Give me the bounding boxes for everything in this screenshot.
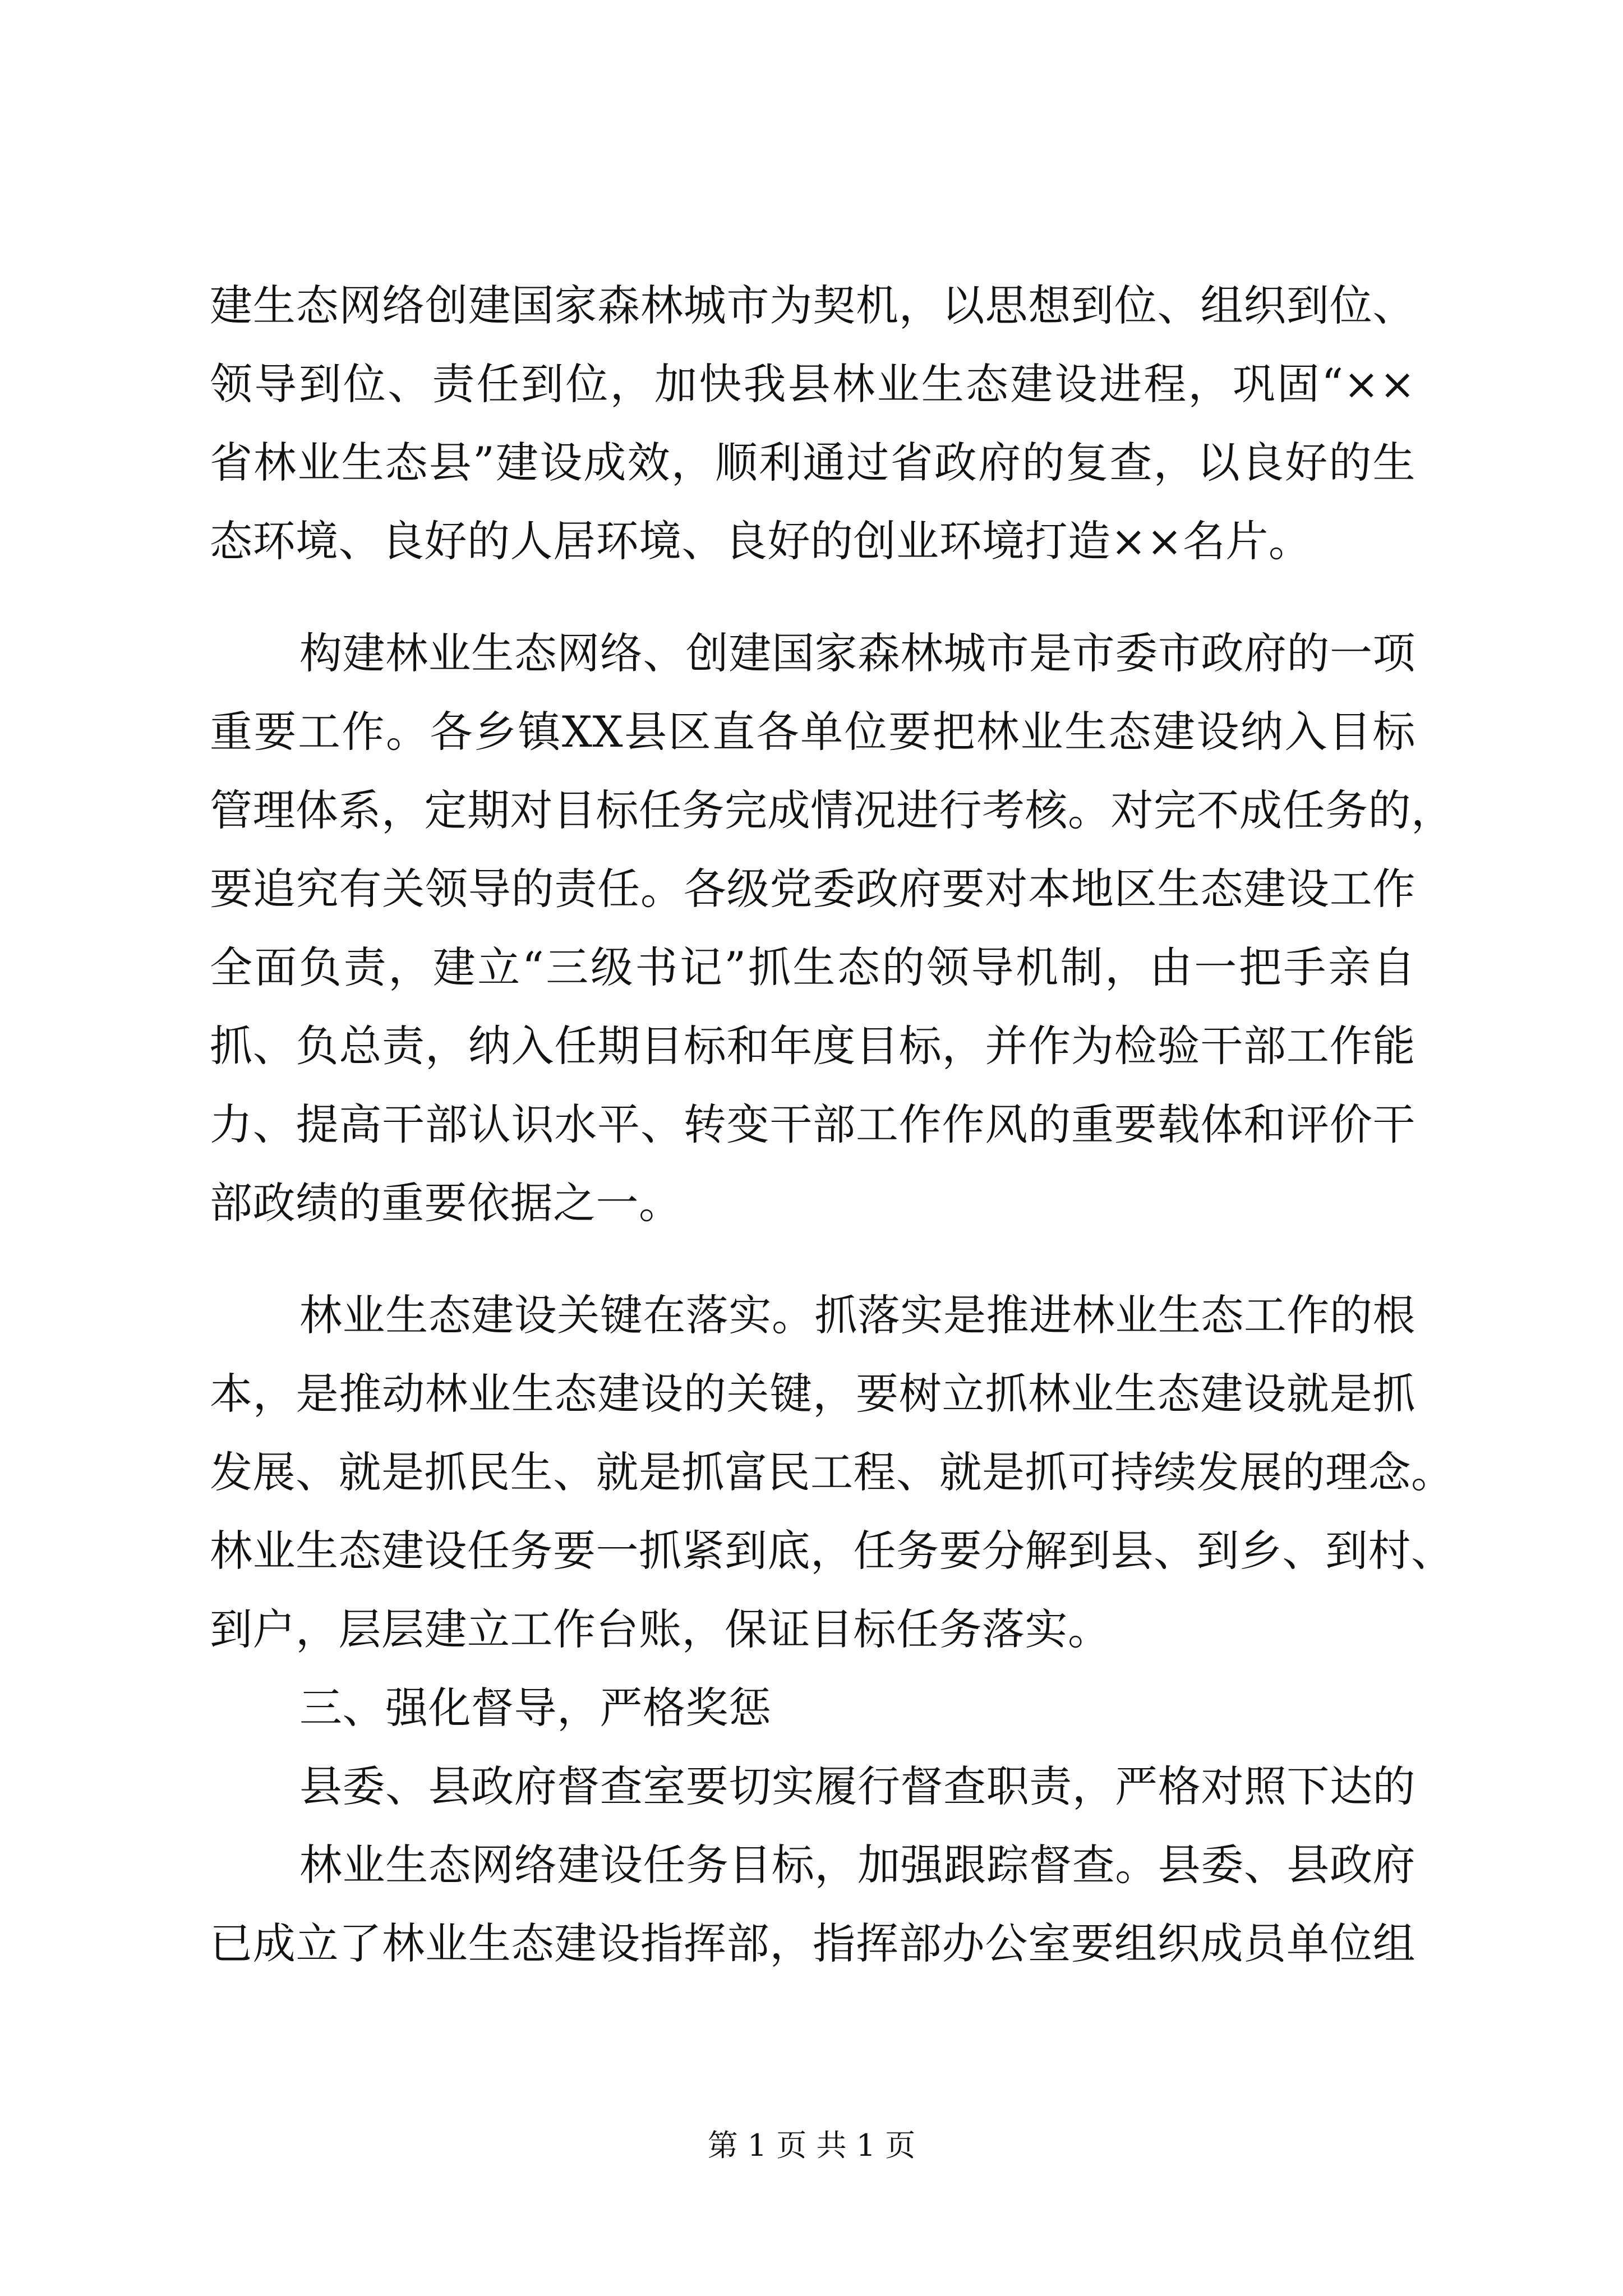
text-line: 全面负责，建立“三级书记”抓生态的领导机制，由一把手亲自 (210, 942, 1415, 992)
text-line: 重要工作。各乡镇XX县区直各单位要把林业生态建设纳入目标 (210, 707, 1415, 757)
paragraph-first-line: 县委、县政府督查室要切实履行督查职责，严格对照下达的 (299, 1761, 1415, 1811)
text-line: 到户，层层建立工作台账，保证目标任务落实。 (210, 1604, 1111, 1654)
paragraph-first-line: 林业生态建设关键在落实。抓落实是推进林业生态工作的根 (299, 1290, 1415, 1340)
text-line: 本，是推动林业生态建设的关键，要树立抓林业生态建设就是抓 (210, 1369, 1415, 1419)
text-line: 林业生态建设任务要一抓紧到底，任务要分解到县、到乡、到村、 (210, 1526, 1454, 1576)
text-line: 已成立了林业生态建设指挥部，指挥部办公室要组织成员单位组 (210, 1918, 1415, 1968)
text-line: 省林业生态县”建设成效，顺利通过省政府的复查，以良好的生 (210, 438, 1415, 487)
text-line: 建生态网络创建国家森林城市为契机，以思想到位、组织到位、 (210, 280, 1415, 330)
text-line: 发展、就是抓民生、就是抓富民工程、就是抓可持续发展的理念。 (210, 1447, 1454, 1497)
text-line: 林业生态网络建设任务目标，加强跟踪督查。县委、县政府 (299, 1840, 1415, 1890)
text-line: 领导到位、责任到位，加快我县林业生态建设进程，巩固“×× (210, 359, 1415, 409)
text-line: 管理体系，定期对目标任务完成情况进行考核。对完不成任务的， (210, 785, 1454, 835)
page-number-footer: 第 1 页 共 1 页 (707, 2128, 916, 2163)
paragraph-first-line: 构建林业生态网络、创建国家森林城市是市委市政府的一项 (299, 628, 1415, 678)
text-line: 态环境、良好的人居环境、良好的创业环境打造××名片。 (210, 516, 1312, 566)
text-line: 部政绩的重要依据之一。 (210, 1178, 682, 1228)
text-line: 要追究有关领导的责任。各级党委政府要对本地区生态建设工作 (210, 864, 1415, 914)
text-line: 力、提高干部认识水平、转变干部工作作风的重要载体和评价干 (210, 1099, 1415, 1149)
text-line: 抓、负总责，纳入任期目标和年度目标，并作为检验干部工作能 (210, 1021, 1415, 1071)
section-heading: 三、强化督导，严格奖惩 (299, 1683, 772, 1733)
